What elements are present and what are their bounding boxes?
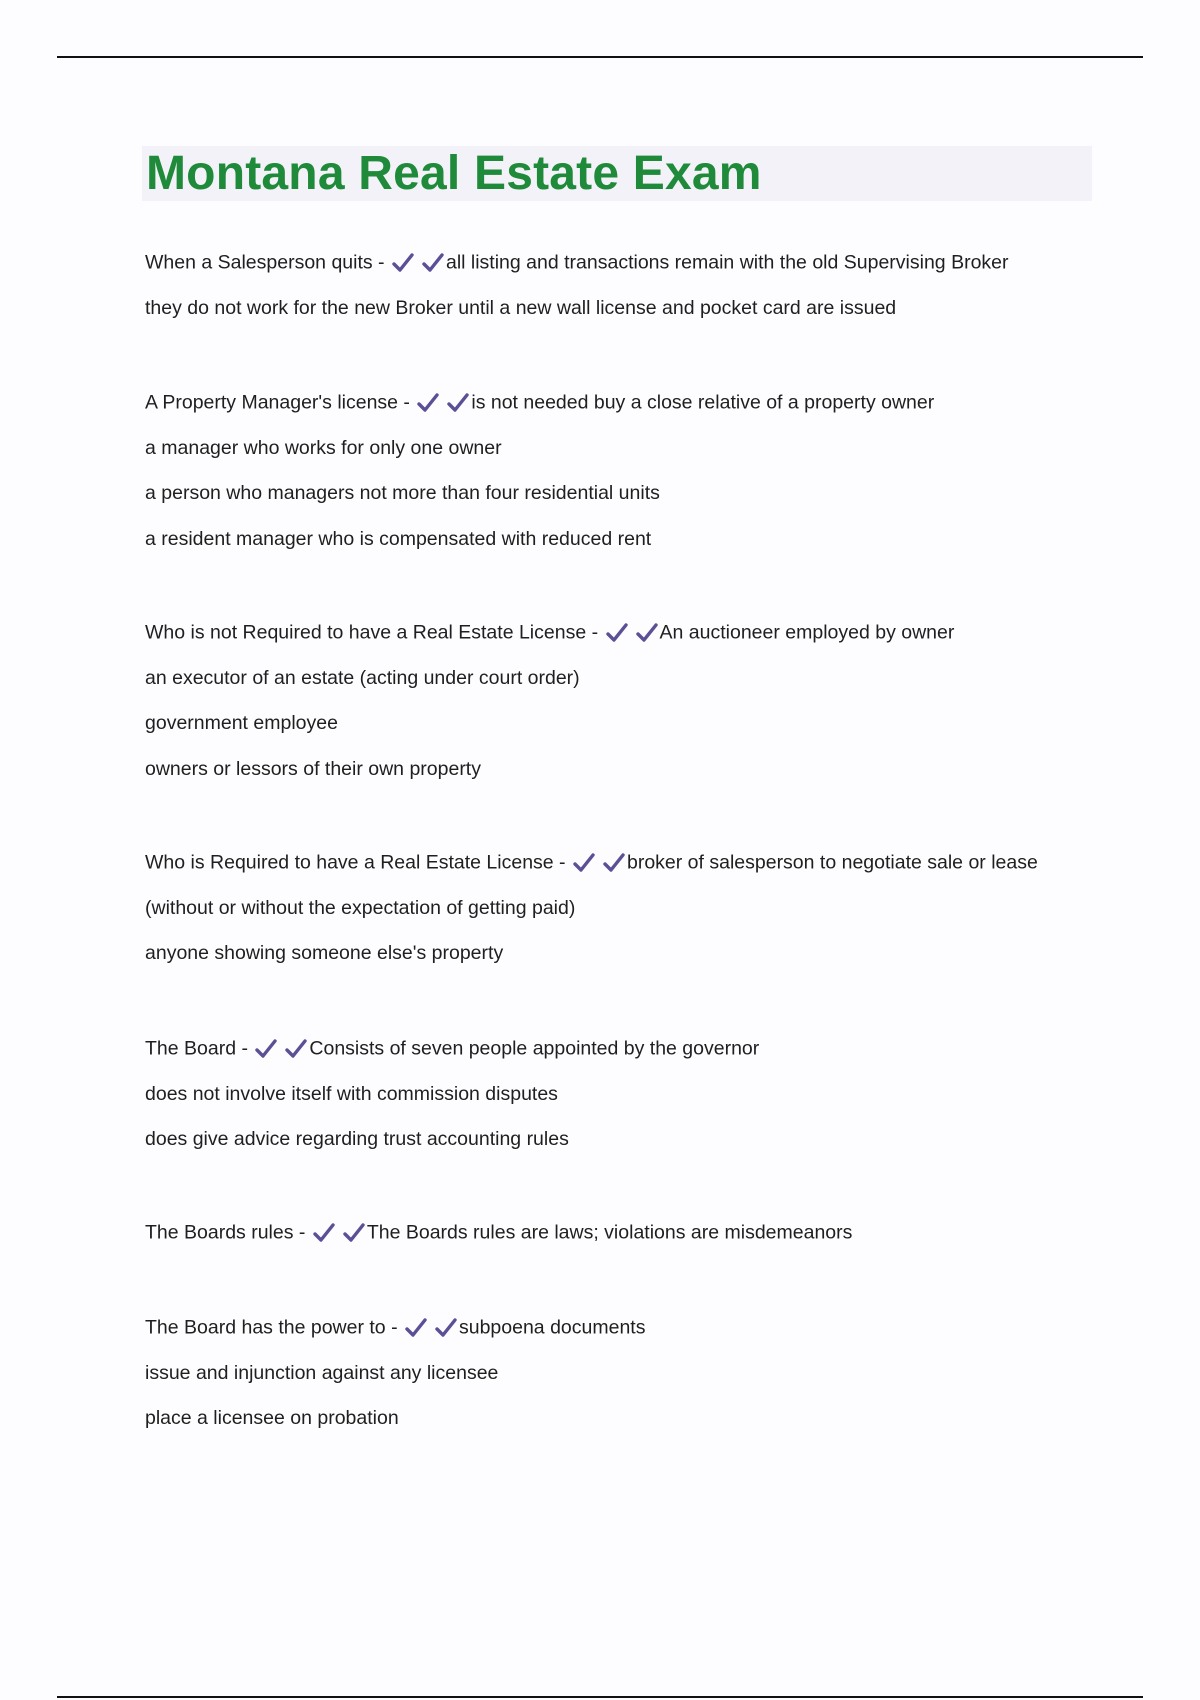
double-check-icon [405, 1315, 457, 1339]
question-text: The Board - [145, 1037, 248, 1060]
check-icon [417, 392, 439, 414]
double-check-icon [573, 850, 625, 874]
question-line [145, 390, 934, 417]
answer-line: (without or without the expectation of getting paid) [145, 897, 576, 919]
answer-line: anyone showing someone else's property [145, 942, 504, 964]
answer-line: a resident manager who is compensated with reduced rent [145, 528, 652, 550]
question-text: When a Salesperson quits - [145, 251, 385, 274]
answer-text: is not needed buy a close relative of a property owner [471, 391, 935, 414]
answer-line: an executor of an estate (acting under court order) [145, 667, 580, 689]
check-icon [435, 1317, 457, 1339]
question-line [145, 620, 954, 647]
check-icon [313, 1222, 335, 1244]
answer-line: issue and injunction against any licensee [145, 1362, 499, 1384]
check-icon [255, 1038, 277, 1060]
answer-text: broker of salesperson to negotiate sale or lease [626, 851, 1038, 874]
double-check-icon [606, 620, 658, 644]
page-title: Montana Real Estate Exam [146, 147, 762, 200]
answer-line: owners or lessors of their own property [145, 758, 481, 780]
answer-text: An auctioneer employed by owner [659, 621, 955, 644]
double-check-icon [255, 1036, 307, 1060]
question-text: A Property Manager's license - [145, 391, 410, 414]
check-icon [573, 852, 595, 874]
question-line [145, 1220, 852, 1247]
answer-line: government employee [145, 712, 338, 734]
answer-line: they do not work for the new Broker until a new wall license and pocket card are issued [145, 297, 897, 319]
answer-text: subpoena documents [458, 1316, 646, 1339]
question-text: The Board has the power to - [145, 1316, 398, 1339]
answer-line: place a licensee on probation [145, 1407, 399, 1429]
question-text: Who is Required to have a Real Estate License - [145, 851, 566, 874]
check-icon [392, 252, 414, 274]
question-line [145, 1315, 645, 1342]
check-icon [603, 852, 625, 874]
check-icon [606, 622, 628, 644]
question-line [145, 850, 1038, 877]
answer-line: does give advice regarding trust accounting rules [145, 1128, 569, 1150]
double-check-icon [417, 390, 469, 414]
check-icon [343, 1222, 365, 1244]
check-icon [422, 252, 444, 274]
answer-line: does not involve itself with commission disputes [145, 1083, 558, 1105]
bottom-rule [57, 1696, 1143, 1698]
check-icon [636, 622, 658, 644]
question-line [145, 1036, 759, 1063]
check-icon [405, 1317, 427, 1339]
answer-line: a person who managers not more than four residential units [145, 482, 660, 504]
double-check-icon [313, 1220, 365, 1244]
answer-line: a manager who works for only one owner [145, 437, 502, 459]
check-icon [285, 1038, 307, 1060]
question-line [145, 250, 1009, 277]
question-text: The Boards rules - [145, 1221, 306, 1244]
check-icon [447, 392, 469, 414]
question-text: Who is not Required to have a Real Estate License - [145, 621, 599, 644]
answer-text: all listing and transactions remain with the old Supervising Broker [445, 251, 1009, 274]
answer-text: Consists of seven people appointed by the governor [309, 1037, 760, 1060]
top-rule [57, 56, 1143, 58]
answer-text: The Boards rules are laws; violations are misdemeanors [366, 1221, 853, 1244]
double-check-icon [392, 250, 444, 274]
